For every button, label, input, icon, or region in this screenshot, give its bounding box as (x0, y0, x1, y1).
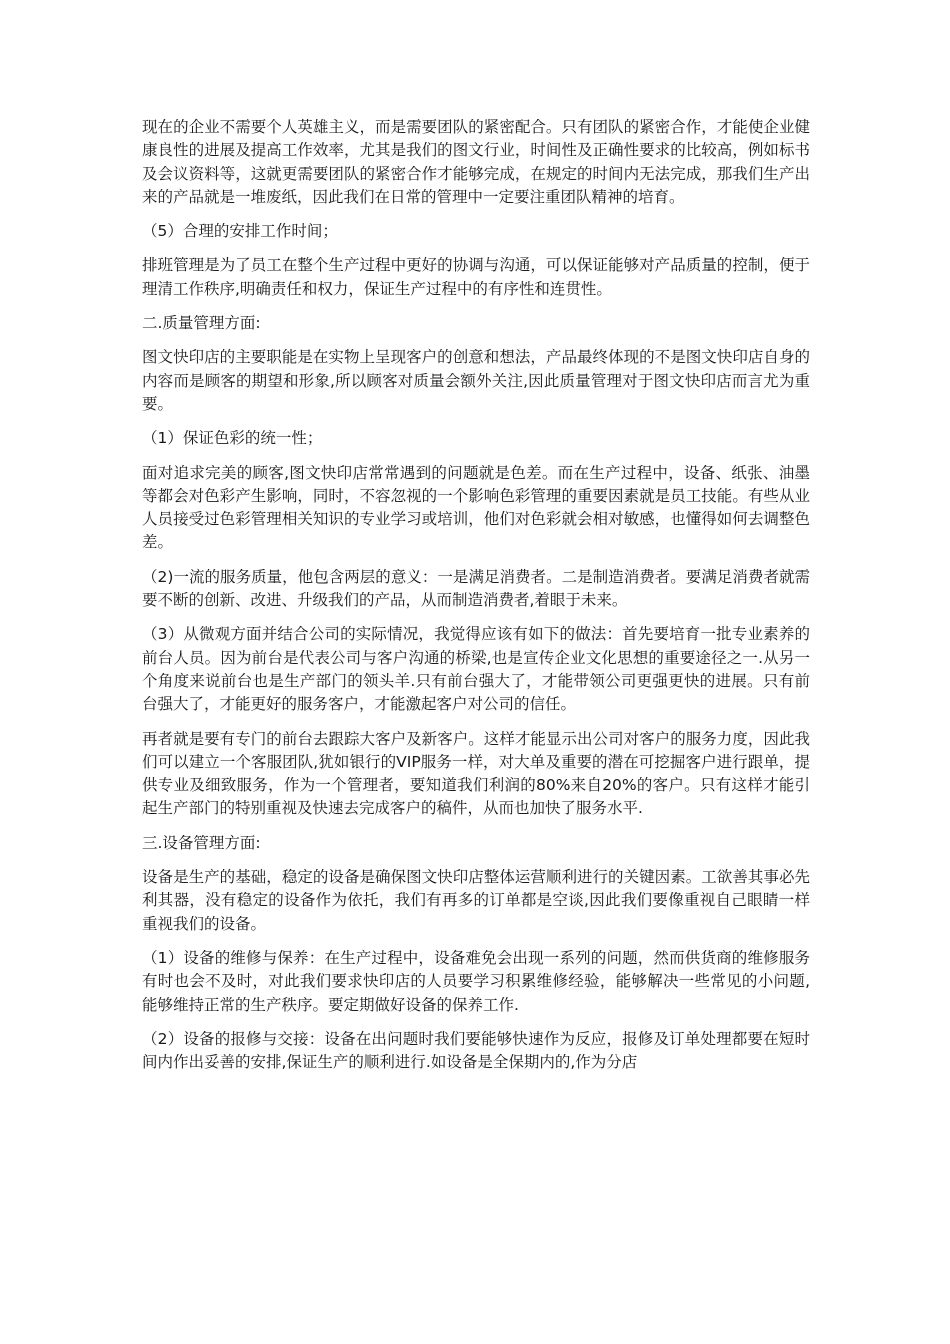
paragraph-teamwork: 现在的企业不需要个人英雄主义，而是需要团队的紧密配合。只有团队的紧密合作，才能使企业健康良性的进展及提高工作效率，尤其是我们的图文行业，时间性及正确性要求的比较高，例如标书及会议资料等，这就更需要团队的紧密合作才能够完成，在规定的时间内无法完成，那我们生产出来的产品就是一堆废纸，因此我们在日常的管理中一定要注重团队精神的培育。 (142, 118, 810, 206)
paragraph-front-desk: （3）从微观方面并结合公司的实际情况，我觉得应该有如下的做法：首先要培育一批专业素养的前台人员。因为前台是代表公司与客户沟通的桥梁,也是宣传企业文化思想的重要途径之一.从另一个角度来说前台也是生产部门的领头羊.只有前台强大了，才能带领公司更强更快的进展。只有前台强大了，才能更好的服务客户，才能激起客户对公司的信任。 (142, 625, 810, 714)
paragraph-maintenance: （1）设备的维修与保养：在生产过程中，设备难免会出现一系列的问题，然而供货商的维修服务有时也会不及时，对此我们要求快印店的人员要学习积累维修经验，能够解决一些常见的小问题,能够维持正常的生产秩序。要定期做好设备的保养工作. (142, 948, 810, 1014)
paragraph-quality-intro: 图文快印店的主要职能是在实物上呈现客户的创意和想法，产品最终体现的不是图文快印店自身的内容而是顾客的期望和形象,所以顾客对质量会额外关注,因此质量管理对于图文快印店而言尤为重要。 (142, 348, 810, 413)
paragraph-key-clients: 再者就是要有专门的前台去跟踪大客户及新客户。这样才能显示出公司对客户的服务力度，因此我们可以建立一个客服团队,犹如银行的VIP服务一样，对大单及重要的潜在可挖掘客户进行跟单，提供专业及细致服务，作为一个管理者，要知道我们利润的80%来自20%的客户。只有这样才能引起生产部门的特别重视及快速去完成客户的稿件，从而也加快了服务水平. (142, 729, 810, 818)
paragraph-service-quality: （2)一流的服务质量，他包含两层的意义：一是满足消费者。二是制造消费者。要满足消费者就需要不断的创新、改进、升级我们的产品，从而制造消费者,着眼于未来。 (142, 567, 810, 610)
paragraph-repair-handover: （2）设备的报修与交接：设备在出问题时我们要能够快速作为反应，报修及订单处理都要在短时间内作出妥善的安排,保证生产的顺利进行.如设备是全保期内的,作为分店 (142, 1029, 810, 1072)
section-heading-equipment: 三.设备管理方面: (142, 833, 261, 852)
section-heading-quality: 二.质量管理方面: (142, 314, 261, 333)
paragraph-color-difference: 面对追求完美的顾客,图文快印店常常遇到的问题就是色差。而在生产过程中，设备、纸张、油墨等都会对色彩产生影响，同时，不容忽视的一个影响色彩管理的重要因素就是员工技能。有些从业人员接受过色彩管理相关知识的专业学习或培训，他们对色彩就会相对敏感，也懂得如何去调整色差。 (142, 463, 810, 552)
document-body (142, 116, 810, 1085)
subheading-work-schedule: （5）合理的安排工作时间； (142, 222, 338, 241)
subheading-color-consistency: （1）保证色彩的统一性； (142, 429, 323, 448)
paragraph-equipment-intro: 设备是生产的基础，稳定的设备是确保图文快印店整体运营顺利进行的关键因素。工欲善其事必先利其器，没有稳定的设备作为依托，我们有再多的订单都是空谈,因此我们要像重视自己眼睛一样重视我们的设备。 (142, 868, 810, 933)
paragraph-shift-management: 排班管理是为了员工在整个生产过程中更好的协调与沟通，可以保证能够对产品质量的控制，便于理清工作秩序,明确责任和权力，保证生产过程中的有序性和连贯性。 (142, 256, 810, 298)
